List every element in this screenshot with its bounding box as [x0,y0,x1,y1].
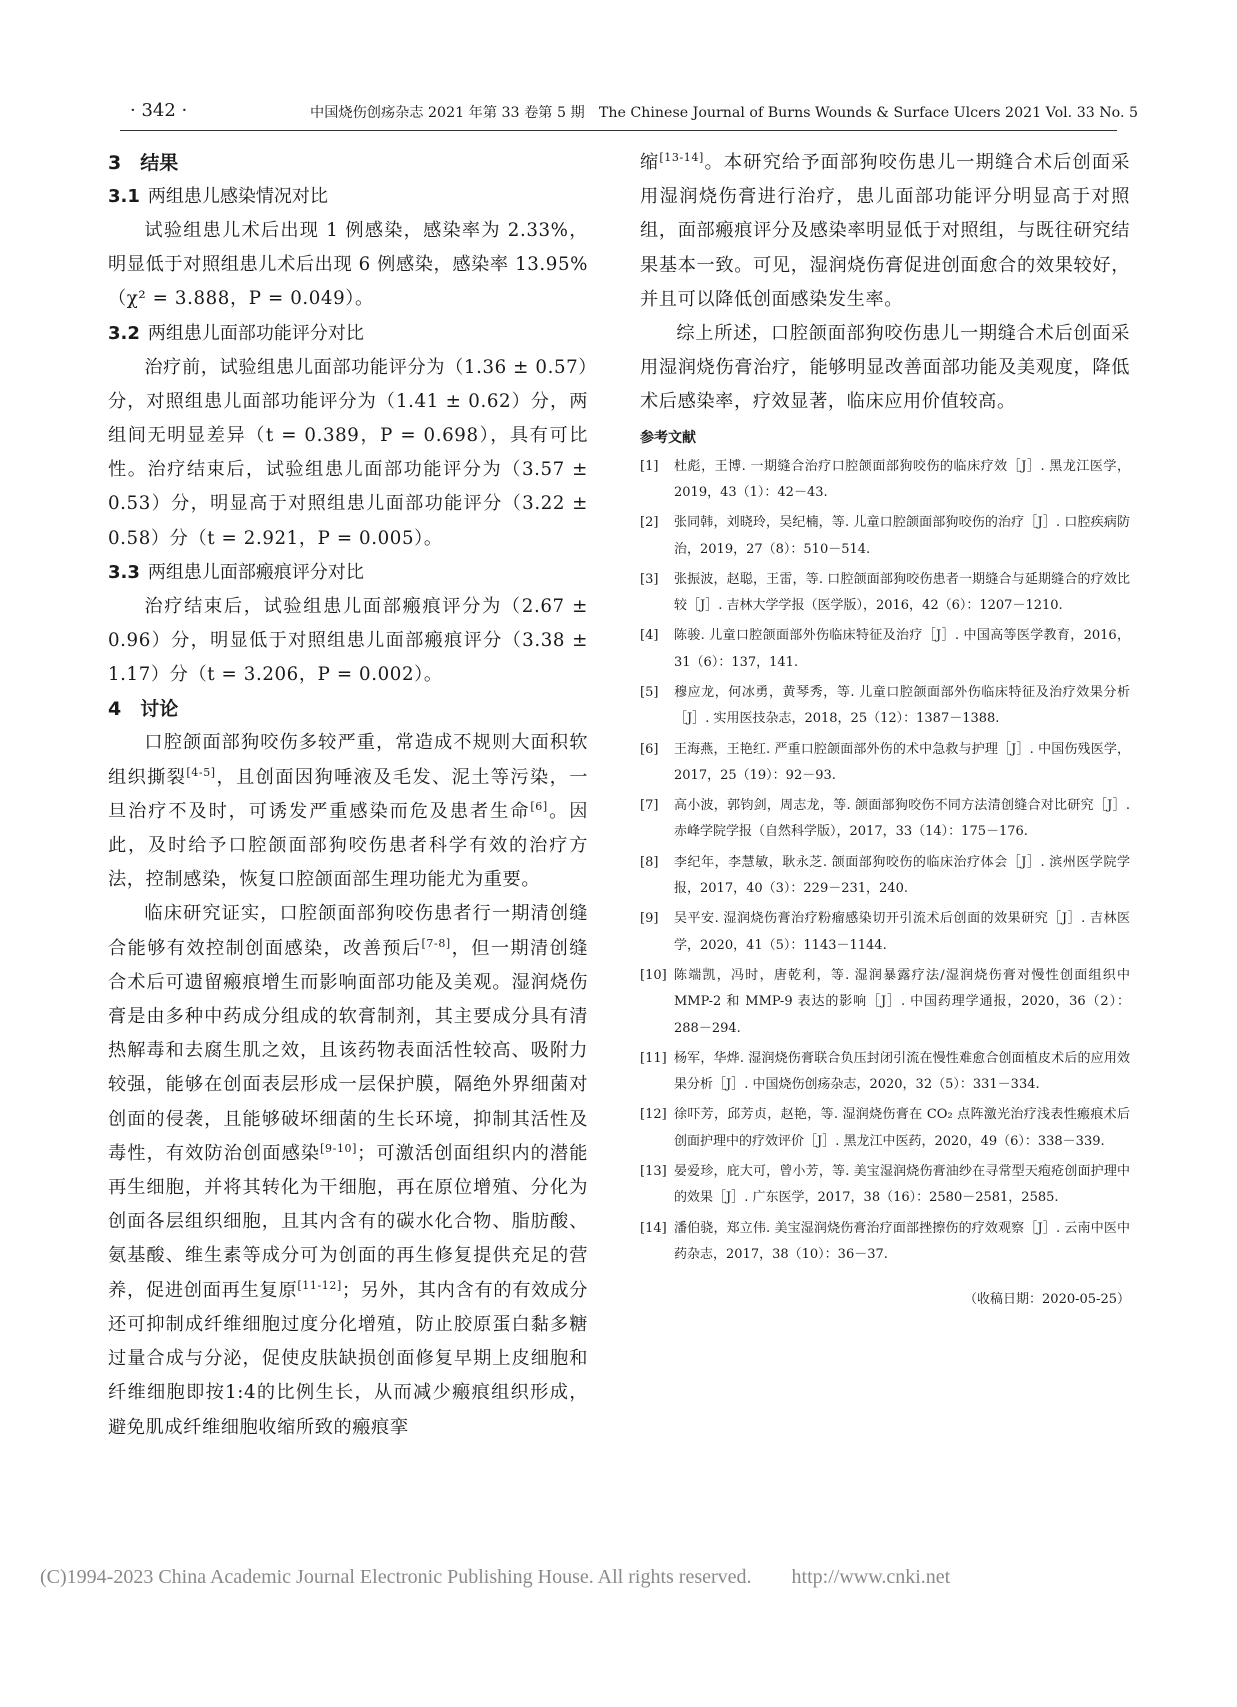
citation: [9-10] [320,1141,358,1155]
reference-item [640,963,1130,1042]
reference-text: 穆应龙，何冰勇，黄琴秀，等. 儿童口腔颌面部外伤临床特征及治疗效果分析［J］. 实用医技杂志，2018，25（12）：1387－1388. [674,685,1130,727]
text-run: 临床研究证实，口腔颌面部狗咬伤患者行一期清创缝合能够有效控制创面感染，改善预后 [108,903,588,959]
reference-item [640,1159,1130,1212]
reference-item [640,623,1130,676]
text-run: 缩 [640,152,660,173]
reference-text: 李纪年，李慧敏，耿永芝. 颌面部狗咬伤的临床治疗体会［J］. 滨州医学院学报，2017，40（3）：229－231，240. [674,854,1130,897]
reference-text: 晏爱珍，庇大可，曾小芳，等. 美宝湿润烧伤膏油纱在寻常型天疱疮创面护理中的效果［J］. 广东医学，2017，38（16）：2580－2581，2585. [674,1164,1130,1206]
text-run: ，但一期清创缝合术后可遗留瘢痕增生而影响面部功能及美观。湿润烧伤膏是由多种中药成分组成的软膏制剂，其主要成分具有清热解毒和去腐生肌之效，且该药物表面活性较高、吸附力较强，能够在创面表层形成一层保护膜，隔绝外界细菌对创面的侵袭，且能够破坏细菌的生长环境，抑制其活性及毒性，有效防治创面感染 [108,937,588,1164]
paragraph-discussion-continued [640,146,1130,317]
right-column [640,146,1130,1320]
subsection-heading-3-1 [108,180,588,214]
reference-number: [1] [640,458,659,474]
text-run: ，且创面因狗唾液及毛发、泥土等污染，一旦治疗不及时，可诱发严重感染而危及患者生命 [108,766,588,822]
text-run: ；另外，其内含有的有效成分还可抑制成纤维细胞过度分化增殖，防止胶原蛋白黏多糖过量合成与分泌，促使皮肤缺损创面修复早期上皮细胞和纤维细胞即按1:4的比例生长，从而减少瘢痕组织形成，避免肌成纤维细胞收缩所致的瘢痕挛 [108,1279,588,1438]
reference-text: 陈骏. 儿童口腔颌面部外伤临床特征及治疗［J］. 中国高等医学教育，2016，31（6）：137，141. [674,628,1130,670]
paragraph-conclusion: 综上所述，口腔颌面部狗咬伤患儿一期缝合术后创面采用湿润烧伤膏治疗，能够明显改善面部功能及美观度，降低术后感染率，疗效显著，临床应用价值较高。 [640,323,1130,413]
subsection-heading-3-3 [108,556,588,590]
paragraph-discussion-1 [108,726,588,897]
subsection-number: 3.3 [108,561,140,583]
reference-text: 张同韩，刘晓玲，吴纪楠，等. 儿童口腔颌面部狗咬伤的治疗［J］. 口腔疾病防治，2019，27（8）：510－514. [674,515,1130,557]
reference-item [640,567,1130,620]
subsection-title: 两组患儿面部瘢痕评分对比 [147,561,364,583]
reference-number: [3] [640,571,659,587]
text-run: 。因此，及时给予口腔颌面部狗咬伤患者科学有效的治疗方法，控制感染，恢复口腔颌面部生理功能尤为重要。 [108,800,588,891]
reference-number: [9] [640,911,659,927]
reference-number: [7] [640,798,659,814]
received-date: （收稿日期：2020-05-25） [964,1292,1130,1308]
paragraph-discussion-2 [108,897,588,1444]
journal-header-line: 中国烧伤创疡杂志 2021 年第 33 卷第 5 期 The Chinese Journal of Burns Wounds & Surface Ulcers 2021 Vol. 33 No. 5 [310,105,1139,121]
reference-text: 陈端凯，冯时，唐乾利，等. 湿润暴露疗法/湿润烧伤膏对慢性创面组织中 MMP-2 和 MMP-9 表达的影响［J］. 中国药理学通报，2020，36（2）：288－294. [674,967,1130,1036]
reference-number: [11] [640,1050,667,1066]
reference-text: 杜彪，王博. 一期缝合治疗口腔颌面部狗咬伤的临床疗效［J］. 黑龙江医学，2019，43（1）：42－43. [674,458,1130,500]
reference-number: [5] [640,685,659,700]
reference-number: [6] [640,741,659,757]
running-header [120,98,1139,124]
left-column [108,146,588,1445]
citation: [7-8] [421,936,451,950]
reference-number: [2] [640,515,659,531]
reference-number: [8] [640,854,659,870]
reference-item [640,906,1130,959]
text-run: 。本研究给予面部狗咬伤患儿一期缝合术后创面采用湿润烧伤膏进行治疗，患儿面部功能评分明显高于对照组，面部瘢痕评分及感染率明显低于对照组，与既往研究结果基本一致。可见，湿润烧伤膏促进创面愈合的效果较好，并且可以降低创面感染发生率。 [640,152,1130,310]
reference-number: [14] [640,1220,667,1236]
paragraph-scar-score: 治疗结束后，试验组患儿面部瘢痕评分为（2.67 ± 0.96）分，明显低于对照组患儿面部瘢痕评分（3.38 ± 1.17）分（t = 3.206，P = 0.002）。 [108,595,588,686]
reference-item [640,1046,1130,1099]
reference-item [640,454,1130,507]
reference-text: 吴平安. 湿润烧伤膏治疗粉瘤感染切开引流术后创面的效果研究［J］. 吉林医学，2020，41（5）：1143－1144. [674,911,1130,953]
header-rule [120,130,1117,131]
citation: [13-14] [659,150,704,164]
reference-number: [12] [640,1107,667,1123]
subsection-number: 3.2 [108,322,140,344]
reference-item [640,1102,1130,1155]
reference-text: 潘伯骁，郑立伟. 美宝湿润烧伤膏治疗面部挫擦伤的疗效观察［J］. 云南中医中药杂志，2017，38（10）：36－37. [674,1220,1130,1262]
subsection-heading-3-2 [108,317,588,351]
reference-item [640,793,1130,846]
reference-text: 王海燕，王艳红. 严重口腔颌面部外伤的术中急救与护理［J］. 中国伤残医学，2017，25（19）：92－93. [674,741,1130,783]
subsection-title: 两组患儿面部功能评分对比 [147,322,364,344]
reference-text: 徐吓芳，邱芳贞，赵艳，等. 湿润烧伤膏在 CO₂ 点阵激光治疗浅表性瘢痕术后创面护理中的疗效评价［J］. 黑龙江中医药，2020，49（6）：338－339. [674,1107,1130,1149]
section-heading-discussion: 4 讨论 [108,698,179,721]
paragraph-function-score: 治疗前，试验组患儿面部功能评分为（1.36 ± 0.57）分，对照组患儿面部功能评分为（1.41 ± 0.62）分，两组间无明显差异（t = 0.389，P = 0.698），具有可比性。治疗结束后，试验组患儿面部功能评分为（3.57 ± 0.53）分，明显高于对照组患儿面部功能评分（3.22 ± 0.58）分（t = 2.921，P = 0.005）。 [108,356,588,549]
reference-item [640,737,1130,790]
section-heading-results: 3 结果 [108,152,179,174]
citation: [11-12] [297,1278,342,1292]
reference-item [640,1216,1130,1269]
paragraph-infection: 试验组患儿术后出现 1 例感染，感染率为 2.33%，明显低于对照组患儿术后出现 6 例感染，感染率 13.95%（χ² = 3.888，P = 0.049）。 [108,220,589,310]
citation: [4-5] [186,765,216,779]
reference-text: 张振波，赵聪，王雷，等. 口腔颌面部狗咬伤患者一期缝合与延期缝合的疗效比较［J］. 吉林大学学报（医学版），2016，42（6）：1207－1210. [674,571,1130,614]
text-run: ；可激活创面组织内的潜能再生细胞，并将其转化为干细胞，再在原位增殖、分化为创面各层组织细胞，且其内含有的碳水化合物、脂肪酸、氨基酸、维生素等成分可为创面的再生修复提供充足的营养，促进创面再生复原 [108,1142,588,1301]
subsection-number: 3.1 [108,186,140,207]
copyright-footer: (C)1994-2023 China Academic Journal Electronic Publishing House. All rights reserved. http://www.cnki.net [40,1566,951,1588]
citation: [6] [530,799,548,813]
reference-list [640,454,1130,1269]
reference-text: 杨军，华烨. 湿润烧伤膏联合负压封闭引流在慢性难愈合创面植皮术后的应用效果分析［J］. 中国烧伤创疡杂志，2020，32（5）：331－334. [674,1050,1130,1093]
reference-number: [4] [640,628,659,644]
reference-text: 高小波，郭钧剑，周志龙，等. 颌面部狗咬伤不同方法清创缝合对比研究［J］. 赤峰学院学报（自然科学版），2017，33（14）：175－176. [674,798,1130,840]
reference-number: [13] [640,1164,667,1180]
reference-number: [10] [640,967,667,983]
page-number: · 342 · [130,100,188,121]
text-run: 口腔颌面部狗咬伤多较严重，常造成不规则大面积软组织撕裂 [108,732,588,788]
references-heading: 参考文献 [640,429,696,446]
reference-item [640,510,1130,563]
reference-item [640,850,1130,903]
subsection-title: 两组患儿感染情况对比 [147,186,328,207]
reference-item [640,680,1130,733]
